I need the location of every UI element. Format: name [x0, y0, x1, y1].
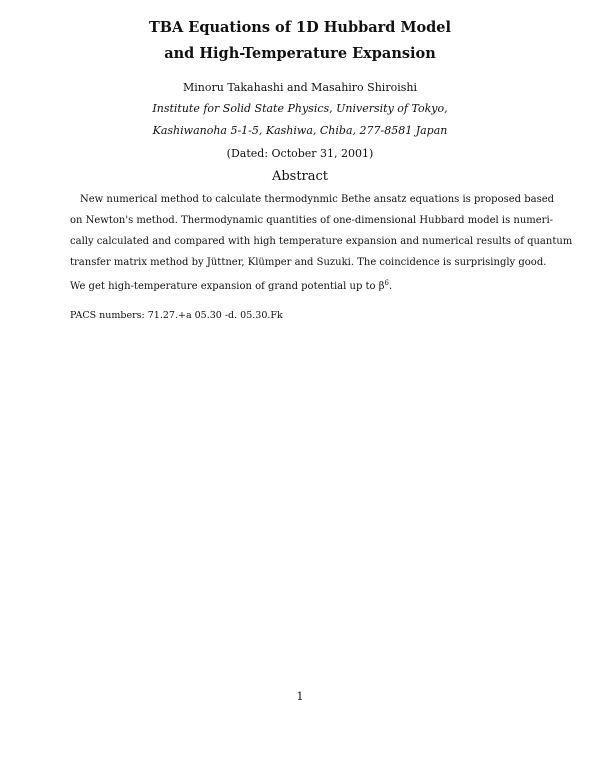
- date-line: (Dated: October 31, 2001): [226, 147, 374, 160]
- abstract-last-line: [70, 279, 528, 292]
- page-number: 1: [296, 690, 304, 703]
- abstract-line: transfer matrix method by Jüttner, Klümper and Suzuki. The coincidence is surprisingly good.: [70, 257, 547, 268]
- institution: Institute for Solid State Physics, University of Tokyo,: [152, 102, 448, 115]
- paper-title-line-1: TBA Equations of 1D Hubbard Model: [148, 19, 452, 36]
- pacs-numbers: PACS numbers: 71.27.+a 05.30 -d. 05.30.Fk: [70, 310, 283, 321]
- address: Kashiwanoha 5-1-5, Kashiwa, Chiba, 277-8581 Japan: [152, 124, 448, 137]
- abstract-line: New numerical method to calculate thermodynmic Bethe ansatz equations is proposed based: [80, 194, 555, 205]
- beta-exponent: 6: [384, 279, 389, 287]
- abstract-last-line-end: .: [389, 281, 393, 292]
- paper-title-line-2: and High-Temperature Expansion: [164, 45, 436, 62]
- abstract-line: on Newton's method. Thermodynamic quantities of one-dimensional Hubbard model is numeri-: [70, 215, 554, 226]
- authors: Minoru Takahashi and Masahiro Shiroishi: [183, 81, 417, 94]
- abstract-last-line-text: We get high-temperature expansion of grand potential up to β: [70, 281, 385, 292]
- abstract-heading: Abstract: [271, 169, 329, 184]
- abstract-line: cally calculated and compared with high temperature expansion and numerical results of quantum: [70, 236, 573, 247]
